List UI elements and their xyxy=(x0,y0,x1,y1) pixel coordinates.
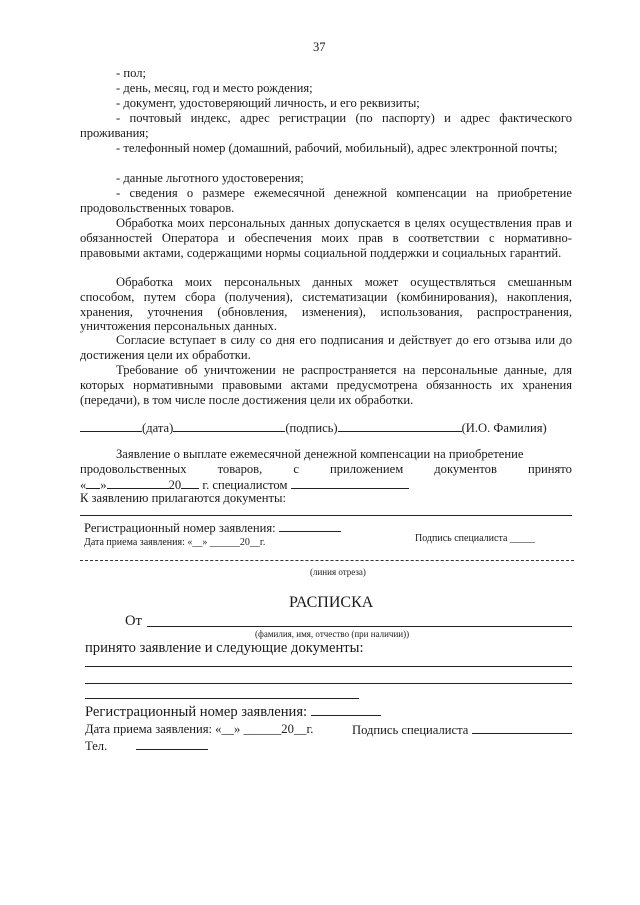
acceptance-line-1: Заявление о выплате ежемесячной денежной компенсации на приобретение xyxy=(116,447,524,461)
acceptance-word: с xyxy=(293,462,299,476)
reg-number-label: Регистрационный номер заявления: xyxy=(84,521,276,535)
acceptance-word: принято xyxy=(527,462,572,476)
receipt-phone-blank[interactable] xyxy=(136,738,208,750)
receipt-date-label: Дата приема заявления: «__» ______20__г. xyxy=(85,722,314,736)
acceptance-line-2 xyxy=(80,462,572,477)
specialist-label: г. специалистом xyxy=(202,478,288,492)
signature-blank[interactable] xyxy=(173,420,285,432)
receipt-title: РАСПИСКА xyxy=(289,594,374,611)
receipt-reg-blank[interactable] xyxy=(311,702,381,716)
name-blank[interactable] xyxy=(338,420,462,432)
paragraph-consent: Согласие вступает в силу со дня его подписания и действует до его отзыва или до достижения цели их обработки. xyxy=(80,333,572,362)
receipt-phone-label: Тел. xyxy=(85,739,108,753)
signature-label: (подпись) xyxy=(285,421,338,435)
receipt-docs-line[interactable] xyxy=(85,683,572,684)
attached-documents-label: К заявлению прилагаются документы: xyxy=(80,491,286,505)
receipt-fio-hint: (фамилия, имя, отчество (при наличии)) xyxy=(255,629,410,639)
list-item-benefit-id: - данные льготного удостоверения; xyxy=(116,171,304,185)
day-blank[interactable] xyxy=(86,477,100,489)
receipt-specialist-blank[interactable] xyxy=(472,722,572,734)
list-item-id-document: - документ, удостоверяющий личность, и его реквизиты; xyxy=(116,96,420,110)
list-item-gender: - пол; xyxy=(116,66,146,80)
date-label: (дата) xyxy=(142,421,174,435)
receipt-accepted-label: принято заявление и следующие документы: xyxy=(85,640,364,656)
page-number: 37 xyxy=(313,40,326,54)
date-blank[interactable] xyxy=(80,420,142,432)
acceptance-word: продовольственных xyxy=(80,462,187,476)
list-item-compensation: - сведения о размере ежемесячной денежной компенсации на приобретение продовольственных товаров. xyxy=(80,186,572,215)
receipt-reg-row xyxy=(85,702,381,721)
paragraph-purpose: Обработка моих персональных данных допускается в целях осуществления прав и обязанностей Оператора и обеспечения моих прав в соответствии с нормативно-правовыми актами, содержащими нормы социальной поддержки и социальных гарантий. xyxy=(80,216,572,260)
quote-open: « xyxy=(80,478,87,492)
receipt-phone-row xyxy=(85,738,208,754)
list-item-address: - почтовый индекс, адрес регистрации (по паспорту) и адрес фактического проживания; xyxy=(80,111,572,140)
signature-row xyxy=(80,420,547,436)
receipt-from-line[interactable] xyxy=(147,626,572,627)
reg-specialist-signature: Подпись специалиста _____ xyxy=(415,533,535,544)
reg-number-blank[interactable] xyxy=(279,520,341,532)
acceptance-word: документов xyxy=(434,462,497,476)
acceptance-word: приложением xyxy=(329,462,404,476)
paragraph-processing: Обработка моих персональных данных может осуществляться смешанным способом, путем сбора (получения), систематизации (комбинирования), накопления, хранения, уточнения (обновления, изменения), использования, распространения, уничтожения персональных данных. xyxy=(80,275,572,334)
specialist-blank[interactable] xyxy=(291,477,409,489)
receipt-from-label: От xyxy=(125,613,142,629)
month-blank[interactable] xyxy=(107,477,169,489)
receipt-specialist-row xyxy=(352,722,572,738)
paragraph-destruction: Требование об уничтожении не распространяется на персональные данные, для которых нормативными правовыми актами предусмотрена обязанность их хранения (передачи), в том числе после достижения цели их обработки. xyxy=(80,363,572,407)
receipt-date-row xyxy=(85,722,313,737)
acceptance-word: товаров, xyxy=(217,462,263,476)
quote-close: » xyxy=(100,478,107,492)
receipt-specialist-label: Подпись специалиста xyxy=(352,723,469,737)
receipt-docs-line[interactable] xyxy=(85,698,359,699)
attached-documents-line[interactable] xyxy=(80,515,572,516)
cut-line xyxy=(80,560,574,561)
reg-number-row xyxy=(84,520,341,536)
cut-line-label: (линия отреза) xyxy=(310,567,366,577)
reg-date: Дата приема заявления: «__» ______20__г. xyxy=(84,537,266,548)
year-prefix: 20 xyxy=(168,478,182,492)
year-blank[interactable] xyxy=(181,477,199,489)
list-item-phone: - телефонный номер (домашний, рабочий, мобильный), адрес электронной почты; xyxy=(116,141,558,155)
receipt-docs-line[interactable] xyxy=(85,666,572,667)
list-item-birth: - день, месяц, год и место рождения; xyxy=(116,81,313,95)
name-label: (И.О. Фамилия) xyxy=(461,421,547,435)
receipt-reg-label: Регистрационный номер заявления: xyxy=(85,704,308,720)
